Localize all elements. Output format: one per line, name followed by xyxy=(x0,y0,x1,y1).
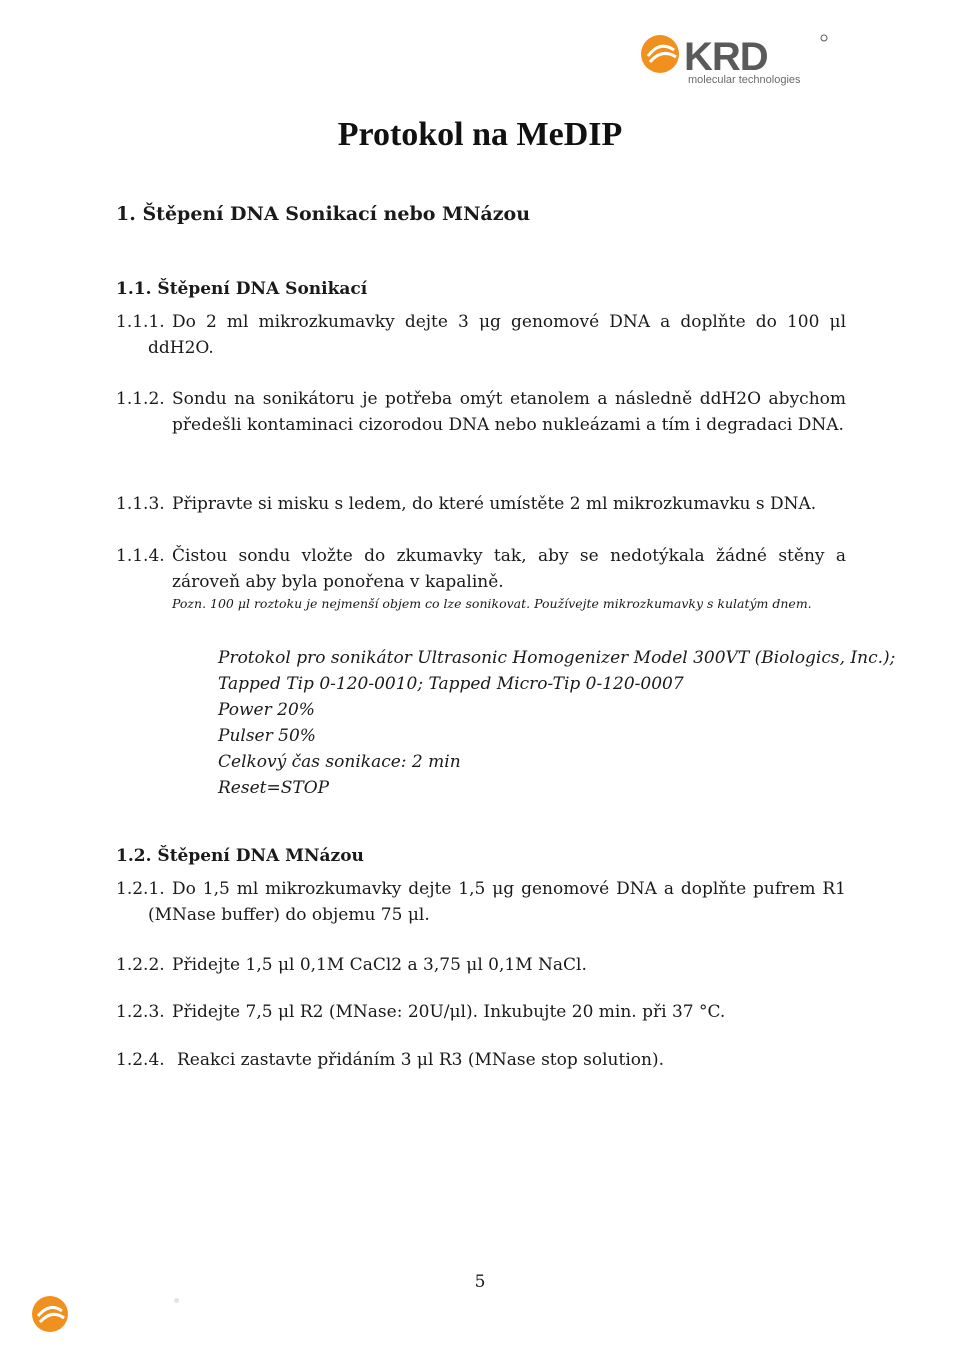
list-item xyxy=(116,876,846,928)
protocol-line: Pulser 50% xyxy=(218,726,316,746)
item-text: Přidejte 7,5 μl R2 (MNase: 20U/μl). Inkubujte 20 min. při 37 °C. xyxy=(172,1002,726,1022)
page-number: 5 xyxy=(474,1272,486,1292)
subsection-heading-1-2: 1.2. Štěpení DNA MNázou xyxy=(116,846,364,866)
list-item xyxy=(116,999,846,1025)
list-item xyxy=(116,386,846,438)
item-text: Do 1,5 ml mikrozkumavky dejte 1,5 μg genomové DNA a doplňte pufrem R1 (MNase buffer) do objemu 75 μl. xyxy=(148,879,846,925)
item-text: Reakci zastavte přidáním 3 μl R3 (MNase stop solution). xyxy=(177,1050,664,1070)
list-item xyxy=(116,491,846,517)
page-title: Protokol na MeDIP xyxy=(337,116,623,153)
item-text: Přidejte 1,5 μl 0,1M CaCl2 a 3,75 μl 0,1M NaCl. xyxy=(172,955,587,975)
item-text: Sondu na sonikátoru je potřeba omýt etanolem a následně ddH2O abychom předešli kontaminaci cizorodou DNA nebo nukleázami a tím i degradaci DNA. xyxy=(172,389,846,435)
item-number: 1.2.4. xyxy=(116,1050,165,1070)
item-number: 1.2.1. xyxy=(116,879,165,899)
logo-tagline: molecular technologies xyxy=(688,74,801,86)
protocol-line: Protokol pro sonikátor Ultrasonic Homogenizer Model 300VT (Biologics, Inc.); xyxy=(218,648,896,668)
protocol-line: Tapped Tip 0-120-0010; Tapped Micro-Tip 0-120-0007 xyxy=(218,674,684,694)
subsection-heading-1-1: 1.1. Štěpení DNA Sonikací xyxy=(116,279,368,299)
list-item xyxy=(116,309,846,361)
item-number: 1.1.3. xyxy=(116,494,165,514)
item-number: 1.1.4. xyxy=(116,546,165,566)
item-text: Čistou sondu vložte do zkumavky tak, aby se nedotýkala žádné stěny a zároveň aby byla ponořena v kapalině. xyxy=(172,546,846,592)
logo-wordmark: KRD xyxy=(684,35,768,79)
footer-logo-icon xyxy=(30,1294,70,1334)
protocol-line: Reset=STOP xyxy=(218,778,330,798)
item-text: Připravte si misku s ledem, do které umístěte 2 ml mikrozkumavku s DNA. xyxy=(172,494,817,514)
item-number: 1.1.2. xyxy=(116,389,165,409)
item-number: 1.2.2. xyxy=(116,955,165,975)
protocol-line: Power 20% xyxy=(218,700,315,720)
protocol-line: Celkový čas sonikace: 2 min xyxy=(218,752,461,772)
decorative-dot xyxy=(174,1298,179,1303)
item-text: Do 2 ml mikrozkumavky dejte 3 μg genomové DNA a doplňte do 100 μl ddH2O. xyxy=(148,312,846,358)
list-item xyxy=(116,1047,846,1073)
section-heading-1: 1. Štěpení DNA Sonikací nebo MNázou xyxy=(116,203,531,225)
item-number: 1.1.1. xyxy=(116,312,165,332)
item-number: 1.2.3. xyxy=(116,1002,165,1022)
list-item xyxy=(116,543,846,595)
sonicator-protocol xyxy=(218,645,895,801)
note-text: Pozn. 100 μl roztoku je nejmenší objem co lze sonikovat. Používejte mikrozkumavky s kulatým dnem. xyxy=(172,596,812,611)
list-item xyxy=(116,952,846,978)
